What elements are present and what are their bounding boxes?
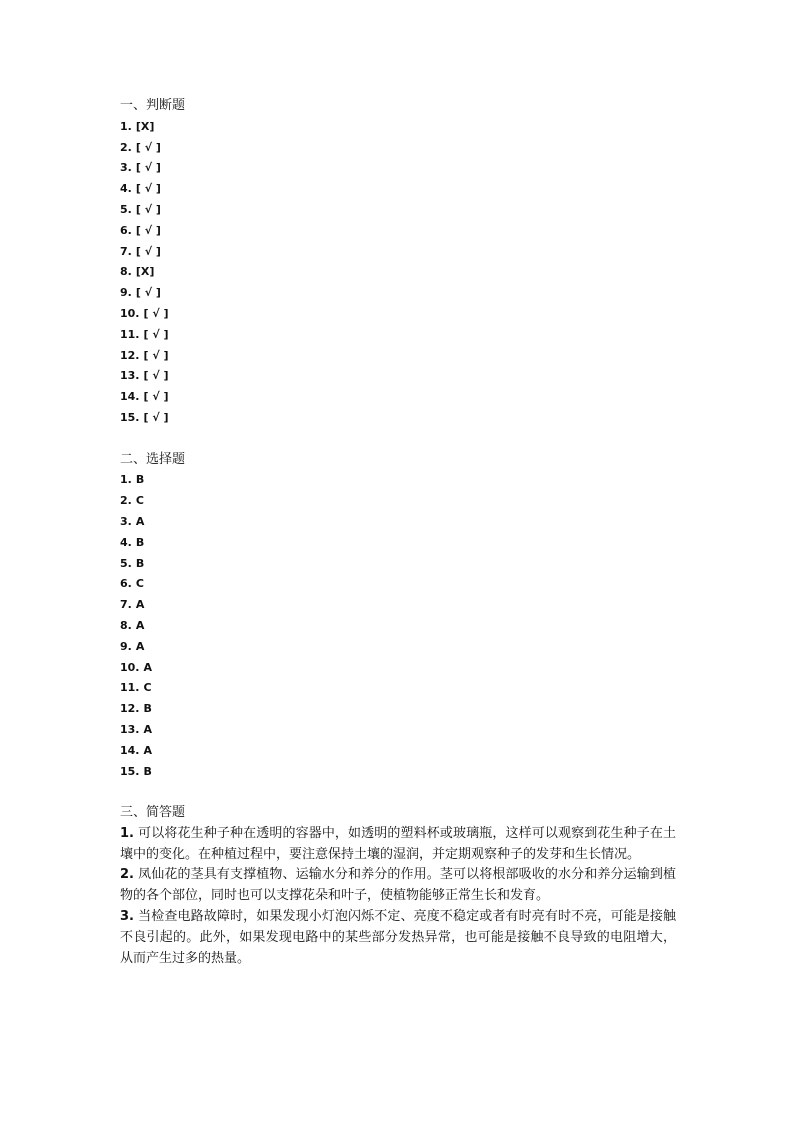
item-number: 2.	[120, 867, 134, 883]
section-gap	[120, 429, 676, 450]
item-answer: [X]	[135, 119, 155, 133]
item-number: 14.	[120, 743, 140, 757]
item-number: 13.	[120, 369, 140, 383]
paragraph-text: 可以将花生种子种在透明的容器中，如透明的塑料杯或玻璃瓶，这样可以观察到花生种子在土壤中的变化。在种植过程中，要注意保持土壤的湿润，并定期观察种子的发芽和生长情况。	[120, 825, 676, 862]
paragraph-text: 凤仙花的茎具有支撑植物、运输水分和养分的作用。茎可以将根部吸收的水分和养分运输到植物的各个部位，同时也可以支撑花朵和叶子，使植物能够正常生长和发育。	[120, 867, 676, 904]
section-multiple-choice	[120, 450, 676, 783]
item-number: 5.	[120, 556, 132, 570]
answer-item	[120, 720, 676, 741]
item-number: 9.	[120, 639, 132, 653]
answer-list	[120, 117, 676, 429]
item-number: 14.	[120, 390, 140, 404]
answer-item	[120, 387, 676, 408]
item-answer: B	[143, 702, 152, 716]
answer-item	[120, 491, 676, 512]
answer-item	[120, 346, 676, 367]
item-number: 12.	[120, 348, 140, 362]
answer-item	[120, 699, 676, 720]
item-answer: [ √ ]	[143, 306, 169, 320]
answer-item	[120, 179, 676, 200]
item-number: 6.	[120, 577, 132, 591]
item-number: 5.	[120, 202, 132, 216]
section-title: 三、简答题	[120, 805, 186, 821]
short-answer-paragraph	[120, 824, 676, 866]
item-number: 4.	[120, 535, 132, 549]
item-answer: B	[135, 556, 145, 570]
answer-item	[120, 533, 676, 554]
answer-item	[120, 616, 676, 637]
section-short-answer	[120, 803, 676, 969]
answer-item	[120, 512, 676, 533]
item-answer: A	[143, 743, 153, 757]
item-answer: A	[143, 660, 153, 674]
item-number: 1.	[120, 473, 132, 487]
answer-item	[120, 304, 676, 325]
item-answer: [ √ ]	[135, 182, 161, 196]
answer-item	[120, 762, 676, 783]
item-answer: [ √ ]	[143, 390, 169, 404]
item-number: 6.	[120, 223, 132, 237]
section-title: 二、选择题	[120, 451, 186, 467]
answer-item	[120, 200, 676, 221]
section-true-false	[120, 96, 676, 429]
item-answer: B	[135, 473, 145, 487]
item-number: 12.	[120, 702, 140, 716]
short-answer-paragraph	[120, 865, 676, 907]
answer-item	[120, 408, 676, 429]
item-answer: A	[135, 514, 145, 528]
answer-item	[120, 325, 676, 346]
document-content	[120, 96, 676, 969]
section-title: 一、判断题	[120, 98, 186, 113]
item-answer: C	[143, 681, 152, 695]
item-number: 15.	[120, 764, 140, 778]
answer-item	[120, 366, 676, 387]
item-answer: A	[135, 618, 145, 632]
item-answer: [ √ ]	[143, 410, 169, 424]
item-number: 7.	[120, 598, 132, 612]
item-number: 2.	[120, 140, 132, 154]
item-number: 7.	[120, 244, 132, 258]
item-number: 10.	[120, 306, 140, 320]
answer-item	[120, 138, 676, 159]
item-number: 3.	[120, 909, 134, 925]
answer-item	[120, 158, 676, 179]
answer-list	[120, 470, 676, 782]
item-answer: [ √ ]	[135, 223, 161, 237]
item-answer: A	[135, 639, 145, 653]
item-number: 13.	[120, 722, 140, 736]
answer-item	[120, 741, 676, 762]
answer-list	[120, 824, 676, 970]
item-number: 8.	[120, 265, 132, 279]
answer-item	[120, 283, 676, 304]
item-answer: A	[135, 598, 145, 612]
item-number: 8.	[120, 618, 132, 632]
item-number: 4.	[120, 182, 132, 196]
item-answer: [ √ ]	[135, 202, 161, 216]
answer-item	[120, 595, 676, 616]
item-number: 1.	[120, 825, 134, 841]
item-answer: [ √ ]	[135, 244, 161, 258]
item-number: 11.	[120, 327, 140, 341]
answer-item	[120, 470, 676, 491]
item-number: 2.	[120, 494, 132, 508]
answer-item	[120, 242, 676, 263]
answer-item	[120, 117, 676, 138]
item-answer: B	[135, 535, 145, 549]
answer-item	[120, 658, 676, 679]
answer-item	[120, 678, 676, 699]
item-answer: [ √ ]	[143, 369, 169, 383]
item-number: 15.	[120, 410, 140, 424]
answer-item	[120, 637, 676, 658]
item-answer: A	[143, 722, 153, 736]
item-answer: C	[135, 577, 144, 591]
item-answer: [ √ ]	[143, 348, 169, 362]
answer-item	[120, 554, 676, 575]
item-number: 11.	[120, 681, 140, 695]
short-answer-paragraph	[120, 907, 676, 969]
answer-item	[120, 262, 676, 283]
item-number: 10.	[120, 660, 140, 674]
item-answer: [ √ ]	[135, 161, 161, 175]
item-number: 9.	[120, 286, 132, 300]
item-answer: B	[143, 764, 152, 778]
item-number: 3.	[120, 161, 132, 175]
item-answer: [X]	[135, 265, 155, 279]
item-number: 1.	[120, 119, 132, 133]
answer-item	[120, 574, 676, 595]
item-number: 3.	[120, 514, 132, 528]
item-answer: C	[135, 494, 144, 508]
item-answer: [ √ ]	[135, 286, 161, 300]
paragraph-text: 当检查电路故障时，如果发现小灯泡闪烁不定、亮度不稳定或者有时亮有时不亮，可能是接触不良引起的。此外，如果发现电路中的某些部分发热异常，也可能是接触不良导致的电阻增大，从而产生过多的热量。	[120, 909, 676, 966]
answer-item	[120, 221, 676, 242]
item-answer: [ √ ]	[135, 140, 161, 154]
section-gap	[120, 782, 676, 803]
item-answer: [ √ ]	[143, 327, 169, 341]
